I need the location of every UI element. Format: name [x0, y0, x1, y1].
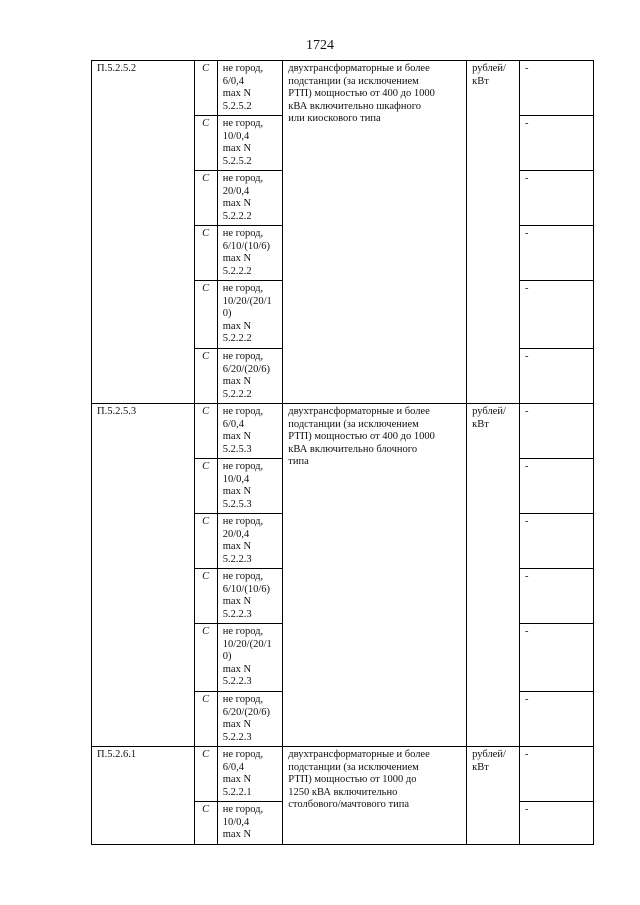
description-line: РТП) мощностью от 1000 до	[288, 774, 417, 785]
condition-line: max N	[222, 88, 252, 99]
unit-line: рублей/	[472, 406, 506, 417]
condition-line: max N	[222, 431, 252, 442]
row-category: С	[194, 349, 217, 404]
row-category: С	[194, 802, 217, 845]
description-line: подстанции (за исключением	[288, 761, 419, 773]
unit-line: рублей/	[472, 63, 506, 74]
row-value: -	[519, 226, 593, 281]
row-value: -	[519, 692, 593, 747]
description-line: или киоскового типа	[288, 113, 381, 124]
condition-line: не город,	[222, 626, 264, 637]
condition-line: 5.2.5.3	[222, 498, 252, 510]
condition-line: не город,	[222, 173, 264, 184]
unit-line: кВт	[472, 761, 489, 773]
condition-line: не город,	[222, 228, 264, 239]
row-category: С	[194, 459, 217, 514]
condition-line: max N	[222, 719, 252, 730]
row-category: С	[194, 116, 217, 171]
row-value: -	[519, 61, 593, 116]
table-row	[92, 747, 594, 802]
condition-line: не город,	[222, 749, 264, 760]
condition-line: max N	[222, 596, 252, 607]
row-description	[283, 747, 467, 845]
row-conditions	[217, 61, 283, 116]
condition-line: не город,	[222, 118, 264, 129]
condition-line: не город,	[222, 694, 264, 705]
row-value: -	[519, 459, 593, 514]
row-unit	[467, 404, 520, 747]
tariff-table-body	[92, 61, 594, 845]
condition-line: 6/20/(20/6)	[222, 706, 270, 718]
unit-line: рублей/	[472, 749, 506, 760]
row-value: -	[519, 404, 593, 459]
condition-line: max N	[222, 198, 252, 209]
row-conditions	[217, 459, 283, 514]
description-line: столбового/мачтового типа	[288, 799, 410, 810]
row-code: П.5.2.5.2	[92, 61, 195, 404]
row-code: П.5.2.6.1	[92, 747, 195, 845]
row-value: -	[519, 802, 593, 845]
condition-line: 5.2.5.2	[222, 100, 252, 112]
tariff-table	[91, 60, 594, 845]
row-value: -	[519, 281, 593, 349]
condition-line: 20/0,4	[222, 185, 250, 197]
description-line: РТП) мощностью от 400 до 1000	[288, 88, 435, 99]
row-value: -	[519, 349, 593, 404]
description-line: двухтрансформаторные и более	[288, 63, 430, 74]
row-category: С	[194, 624, 217, 692]
row-unit	[467, 747, 520, 845]
row-category: С	[194, 281, 217, 349]
unit-line: кВт	[472, 75, 489, 87]
condition-line: не город,	[222, 461, 264, 472]
description-line: кВА включительно блочного	[288, 443, 418, 455]
condition-line: 10/0,4	[222, 130, 250, 142]
row-value: -	[519, 514, 593, 569]
description-line: РТП) мощностью от 400 до 1000	[288, 431, 435, 442]
description-line: подстанции (за исключением	[288, 75, 419, 87]
row-conditions	[217, 624, 283, 692]
condition-line: 20/0,4	[222, 528, 250, 540]
row-description	[283, 404, 467, 747]
condition-line: max N	[222, 541, 252, 552]
condition-line: 5.2.5.3	[222, 443, 252, 455]
condition-line: max N	[222, 663, 252, 675]
row-value: -	[519, 171, 593, 226]
condition-line: 5.2.5.2	[222, 155, 252, 167]
row-conditions	[217, 116, 283, 171]
page-number: 1724	[306, 38, 334, 53]
condition-line: max N	[222, 376, 252, 387]
condition-line: не город,	[222, 283, 264, 294]
condition-line: 10/0,4	[222, 816, 250, 828]
row-category: С	[194, 171, 217, 226]
row-value: -	[519, 116, 593, 171]
row-conditions	[217, 802, 283, 845]
condition-line: max N	[222, 253, 252, 264]
condition-line: 0)	[222, 308, 232, 319]
condition-line: max N	[222, 486, 252, 497]
condition-line: 5.2.2.2	[222, 265, 252, 277]
row-value: -	[519, 624, 593, 692]
condition-line: 5.2.2.3	[222, 731, 252, 743]
condition-line: 10/20/(20/1	[222, 638, 272, 650]
description-line: двухтрансформаторные и более	[288, 406, 430, 417]
row-conditions	[217, 171, 283, 226]
condition-line: 10/20/(20/1	[222, 295, 272, 307]
condition-line: max N	[222, 143, 252, 154]
description-line: подстанции (за исключением	[288, 418, 419, 430]
condition-line: не город,	[222, 516, 264, 527]
description-line: 1250 кВА включительно	[288, 786, 398, 798]
row-value: -	[519, 747, 593, 802]
row-category: С	[194, 747, 217, 802]
condition-line: 5.2.2.3	[222, 608, 252, 620]
row-category: С	[194, 61, 217, 116]
condition-line: 10/0,4	[222, 473, 250, 485]
row-description	[283, 61, 467, 404]
row-category: С	[194, 692, 217, 747]
condition-line: 5.2.2.3	[222, 676, 252, 687]
condition-line: 5.2.2.3	[222, 553, 252, 565]
table-row	[92, 61, 594, 116]
condition-line: не город,	[222, 63, 264, 74]
condition-line: 0)	[222, 651, 232, 662]
row-conditions	[217, 404, 283, 459]
condition-line: 6/0,4	[222, 75, 245, 87]
condition-line: 6/0,4	[222, 761, 245, 773]
condition-line: не город,	[222, 571, 264, 582]
condition-line: 6/10/(10/6)	[222, 583, 270, 595]
table-row	[92, 404, 594, 459]
row-conditions	[217, 747, 283, 802]
row-conditions	[217, 514, 283, 569]
row-category: С	[194, 404, 217, 459]
row-category: С	[194, 226, 217, 281]
row-conditions	[217, 226, 283, 281]
condition-line: 6/20/(20/6)	[222, 363, 270, 375]
row-conditions	[217, 692, 283, 747]
row-category: С	[194, 569, 217, 624]
condition-line: max N	[222, 829, 252, 840]
unit-line: кВт	[472, 418, 489, 430]
condition-line: не город,	[222, 804, 264, 815]
condition-line: 5.2.2.2	[222, 388, 252, 400]
condition-line: 5.2.2.1	[222, 786, 252, 798]
condition-line: max N	[222, 774, 252, 785]
condition-line: 6/10/(10/6)	[222, 240, 270, 252]
condition-line: не город,	[222, 351, 264, 362]
description-line: кВА включительно шкафного	[288, 100, 421, 112]
condition-line: max N	[222, 320, 252, 332]
description-line: типа	[288, 456, 309, 467]
row-code: П.5.2.5.3	[92, 404, 195, 747]
condition-line: 5.2.2.2	[222, 333, 252, 344]
row-conditions	[217, 349, 283, 404]
row-value: -	[519, 569, 593, 624]
condition-line: 5.2.2.2	[222, 210, 252, 222]
row-conditions	[217, 569, 283, 624]
row-conditions	[217, 281, 283, 349]
description-line: двухтрансформаторные и более	[288, 749, 430, 760]
row-category: С	[194, 514, 217, 569]
condition-line: 6/0,4	[222, 418, 245, 430]
row-unit	[467, 61, 520, 404]
condition-line: не город,	[222, 406, 264, 417]
